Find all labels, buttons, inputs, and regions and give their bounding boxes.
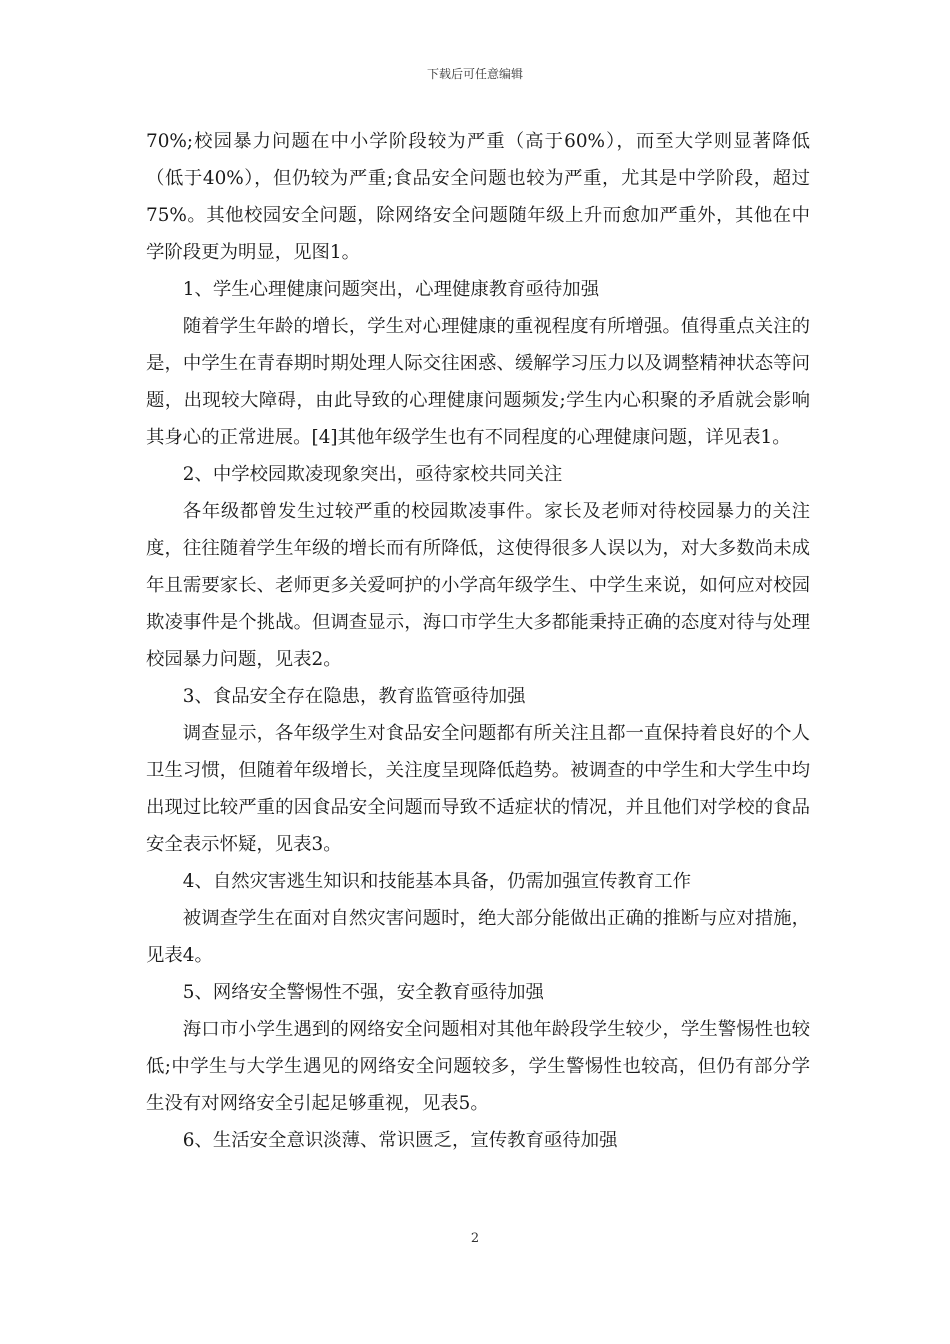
section-heading-3: 3、食品安全存在隐患，教育监管亟待加强 [182, 686, 526, 707]
section-heading-6: 6、生活安全意识淡薄、常识匮乏，宣传教育亟待加强 [182, 1130, 618, 1151]
paragraph-network-safety: 海口市小学生遇到的网络安全问题相对其他年龄段学生较少，学生警惕性也较低;中学生与大学生遇见的网络安全问题较多，学生警惕性也较高，但仍有部分学生没有对网络安全引起足够重视，见表5。 [146, 1019, 810, 1114]
page-header: 下载后可任意编辑 [426, 67, 523, 81]
section-heading-5: 5、网络安全警惕性不强，安全教育亟待加强 [182, 982, 544, 1003]
section-heading-2: 2、中学校园欺凌现象突出，亟待家校共同关注 [182, 464, 563, 485]
paragraph-natural-disaster: 被调查学生在面对自然灾害问题时，绝大部分能做出正确的推断与应对措施，见表4。 [146, 908, 810, 966]
paragraph-psych-health: 随着学生年龄的增长，学生对心理健康的重视程度有所增强。值得重点关注的是，中学生在青春期时期处理人际交往困惑、缓解学习压力以及调整精神状态等问题，出现较大障碍，由此导致的心理健康问题频发;学生内心积聚的矛盾就会影响其身心的正常进展。[4]其他年级学生也有不同程度的心理健康问题，详见表1。 [146, 316, 810, 448]
paragraph-continuation: 70%;校园暴力问题在中小学阶段较为严重（高于60%），而至大学则显著降低（低于40%），但仍较为严重;食品安全问题也较为严重，尤其是中学阶段，超过75%。其他校园安全问题，除网络安全问题随年级上升而愈加严重外，其他在中学阶段更为明显，见图1。 [146, 131, 810, 263]
paragraph-bullying: 各年级都曾发生过较严重的校园欺凌事件。家长及老师对待校园暴力的关注度，往往随着学生年级的增长而有所降低，这使得很多人误以为，对大多数尚未成年且需要家长、老师更多关爱呵护的小学高年级学生、中学生来说，如何应对校园欺凌事件是个挑战。但调查显示，海口市学生大多都能秉持正确的态度对待与处理校园暴力问题，见表2。 [146, 501, 810, 670]
document-body [146, 123, 810, 1159]
page-number: 2 [470, 1231, 480, 1246]
section-heading-4: 4、自然灾害逃生知识和技能基本具备，仍需加强宣传教育工作 [182, 871, 692, 892]
section-heading-1: 1、学生心理健康问题突出，心理健康教育亟待加强 [182, 279, 600, 300]
paragraph-food-safety: 调查显示，各年级学生对食品安全问题都有所关注且都一直保持着良好的个人卫生习惯，但随着年级增长，关注度呈现降低趋势。被调查的中学生和大学生中均出现过比较严重的因食品安全问题而导致不适症状的情况，并且他们对学校的食品安全表示怀疑，见表3。 [146, 723, 810, 855]
